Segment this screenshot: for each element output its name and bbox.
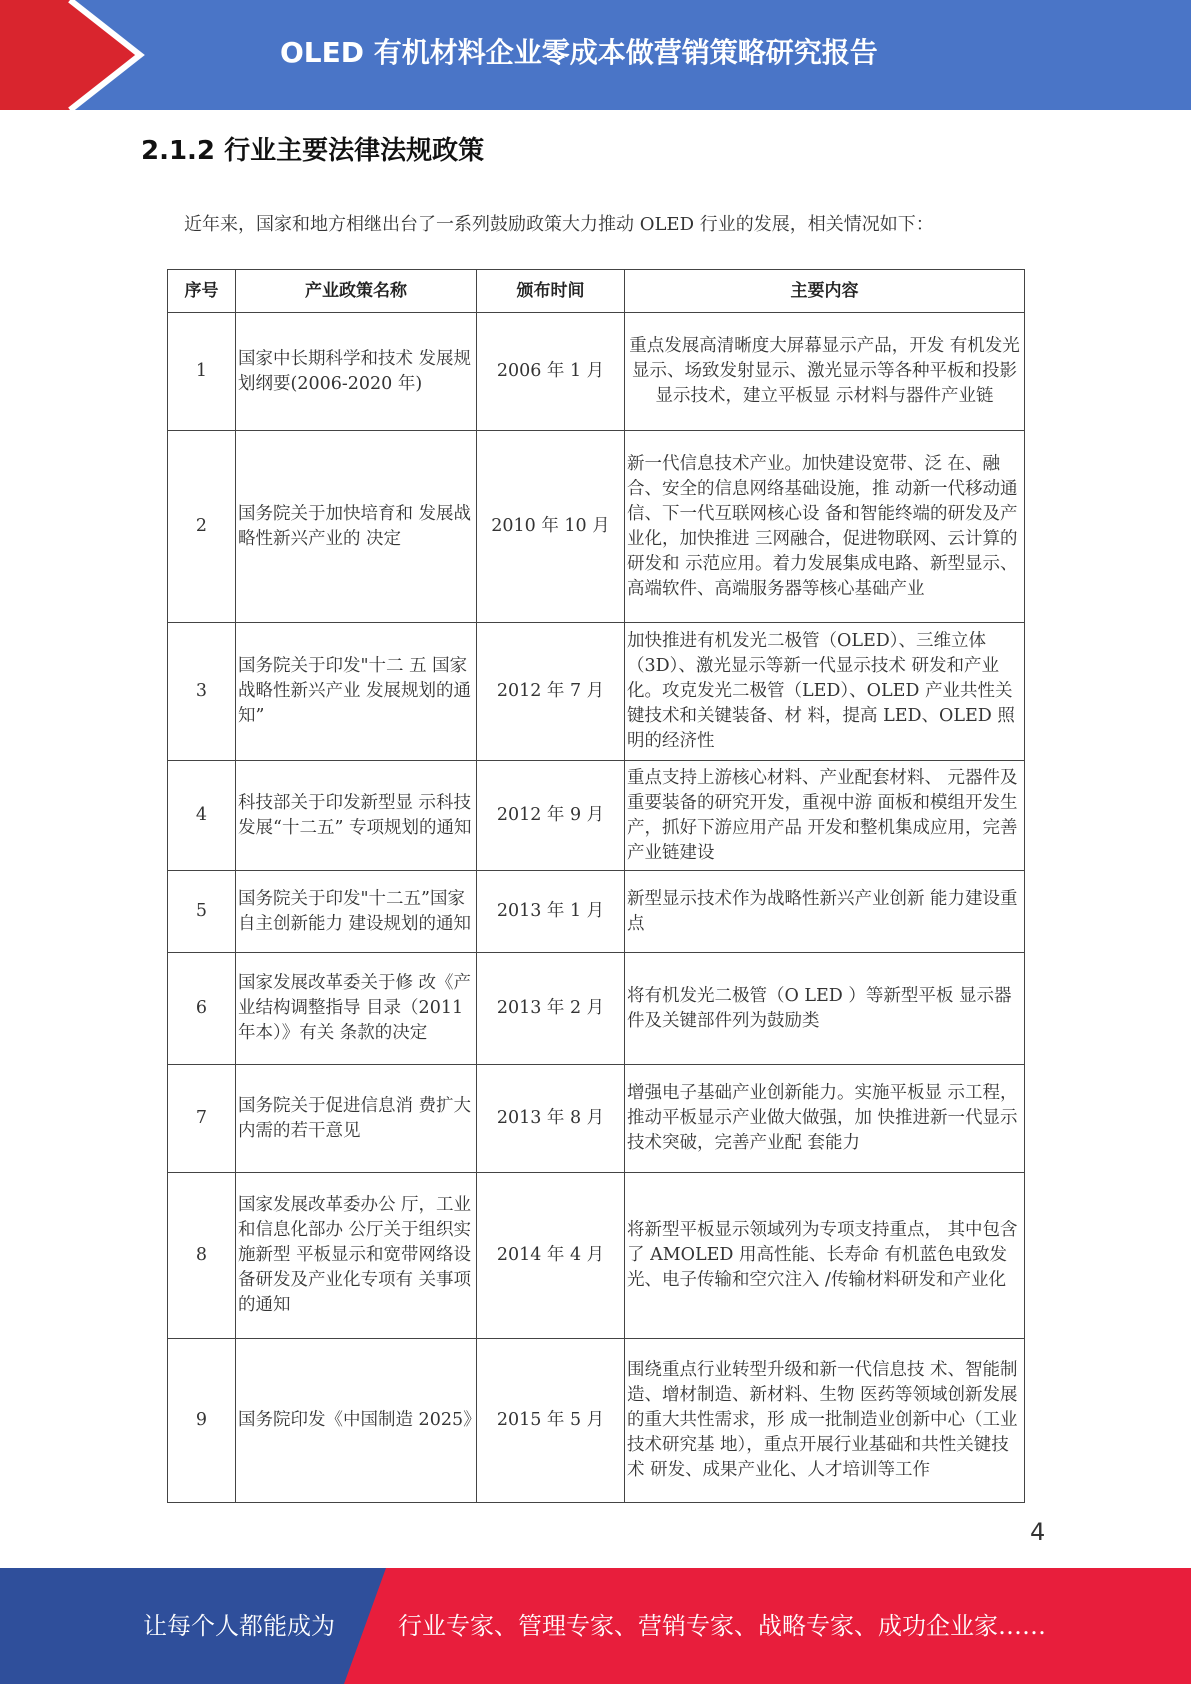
footer-slogan-left: 让每个人都能成为	[143, 1612, 335, 1640]
row-no: 1	[168, 313, 236, 431]
table-row	[168, 1173, 1025, 1339]
header-date: 颁布时间	[477, 270, 625, 313]
table-row	[168, 431, 1025, 623]
page-footer	[0, 1568, 1191, 1684]
policy-table	[167, 269, 1025, 1503]
table-header-row	[168, 270, 1025, 313]
row-no: 7	[168, 1065, 236, 1173]
row-date: 2012 年 9 月	[477, 761, 625, 871]
row-date: 2013 年 2 月	[477, 953, 625, 1065]
table-row	[168, 1065, 1025, 1173]
header-no: 序号	[168, 270, 236, 313]
row-date: 2013 年 8 月	[477, 1065, 625, 1173]
row-content: 新一代信息技术产业。加快建设宽带、泛 在、融合、安全的信息网络基础设施，推 动新一代移动通信、下一代互联网核心设 备和智能终端的研发及产业化，加快推进 三网融合，促进物联网、云计算的研发和 示范应用。着力发展集成电路、新型显示、 高端软件、高端服务器等核心基础产业	[625, 431, 1025, 623]
row-no: 3	[168, 623, 236, 761]
row-policy-name: 国务院关于印发"十二 五 国家战略性新兴产业 发展规划的通知”	[236, 623, 477, 761]
row-date: 2014 年 4 月	[477, 1173, 625, 1339]
row-policy-name: 国家发展改革委关于修 改《产业结构调整指导 目录（2011 年本）》有关 条款的决定	[236, 953, 477, 1065]
row-policy-name: 科技部关于印发新型显 示科技发展“十二五” 专项规划的通知	[236, 761, 477, 871]
header-name: 产业政策名称	[236, 270, 477, 313]
table-row	[168, 623, 1025, 761]
row-content: 新型显示技术作为战略性新兴产业创新 能力建设重点	[625, 871, 1025, 953]
row-no: 6	[168, 953, 236, 1065]
header-title: OLED 有机材料企业零成本做营销策略研究报告	[280, 36, 878, 69]
row-policy-name: 国务院印发《中国制造 2025》	[236, 1339, 477, 1503]
table-row	[168, 1339, 1025, 1503]
row-date: 2015 年 5 月	[477, 1339, 625, 1503]
row-date: 2013 年 1 月	[477, 871, 625, 953]
row-content: 重点支持上游核心材料、产业配套材料、 元器件及重要装备的研究开发，重视中游 面板和模组开发生产，抓好下游应用产品 开发和整机集成应用，完善产业链建设	[625, 761, 1025, 871]
table-row	[168, 313, 1025, 431]
intro-paragraph: 近年来，国家和地方相继出台了一系列鼓励政策大力推动 OLED 行业的发展，相关情况如下：	[184, 214, 934, 235]
row-content: 重点发展高清晰度大屏幕显示产品，开发 有机发光显示、场致发射显示、激光显示等各种平板和投影显示技术，建立平板显 示材料与器件产业链	[625, 313, 1025, 431]
row-no: 2	[168, 431, 236, 623]
row-content: 增强电子基础产业创新能力。实施平板显 示工程，推动平板显示产业做大做强，加 快推进新一代显示技术突破，完善产业配 套能力	[625, 1065, 1025, 1173]
row-policy-name: 国家发展改革委办公 厅，工业和信息化部办 公厅关于组织实施新型 平板显示和宽带网络设 备研发及产业化专项有 关事项的通知	[236, 1173, 477, 1339]
row-no: 5	[168, 871, 236, 953]
footer-slogan-right: 行业专家、管理专家、营销专家、战略专家、成功企业家……	[398, 1612, 1046, 1640]
row-content: 加快推进有机发光二极管（OLED）、三维立体（3D）、激光显示等新一代显示技术 研发和产业化。攻克发光二极管（LED）、OLED 产业共性关键技术和关键装备、材 料，提高 LED、OLED 照明的经济性	[625, 623, 1025, 761]
header-content: 主要内容	[625, 270, 1025, 313]
row-content: 将新型平板显示领域列为专项支持重点， 其中包含了 AMOLED 用高性能、长寿命 有机蓝色电致发光、电子传输和空穴注入 /传输材料研发和产业化	[625, 1173, 1025, 1339]
row-content: 围绕重点行业转型升级和新一代信息技 术、智能制造、增材制造、新材料、生物 医药等领域创新发展的重大共性需求，形 成一批制造业创新中心（工业技术研究基 地），重点开展行业基础和共性关键技术 研发、成果产业化、人才培训等工作	[625, 1339, 1025, 1503]
section-title: 2.1.2 行业主要法律法规政策	[141, 136, 485, 166]
table-row	[168, 953, 1025, 1065]
row-content: 将有机发光二极管（O LED ）等新型平板 显示器件及关键部件列为鼓励类	[625, 953, 1025, 1065]
row-date: 2006 年 1 月	[477, 313, 625, 431]
row-no: 8	[168, 1173, 236, 1339]
table-row	[168, 871, 1025, 953]
page-number: 4	[1030, 1518, 1046, 1546]
row-policy-name: 国务院关于印发"十二五”国家自主创新能力 建设规划的通知	[236, 871, 477, 953]
row-policy-name: 国务院关于促进信息消 费扩大内需的若干意见	[236, 1065, 477, 1173]
row-policy-name: 国家中长期科学和技术 发展规划纲要(2006-2020 年)	[236, 313, 477, 431]
row-date: 2012 年 7 月	[477, 623, 625, 761]
row-no: 4	[168, 761, 236, 871]
page-header	[0, 0, 1191, 110]
row-policy-name: 国务院关于加快培育和 发展战略性新兴产业的 决定	[236, 431, 477, 623]
row-no: 9	[168, 1339, 236, 1503]
table-row	[168, 761, 1025, 871]
row-date: 2010 年 10 月	[477, 431, 625, 623]
